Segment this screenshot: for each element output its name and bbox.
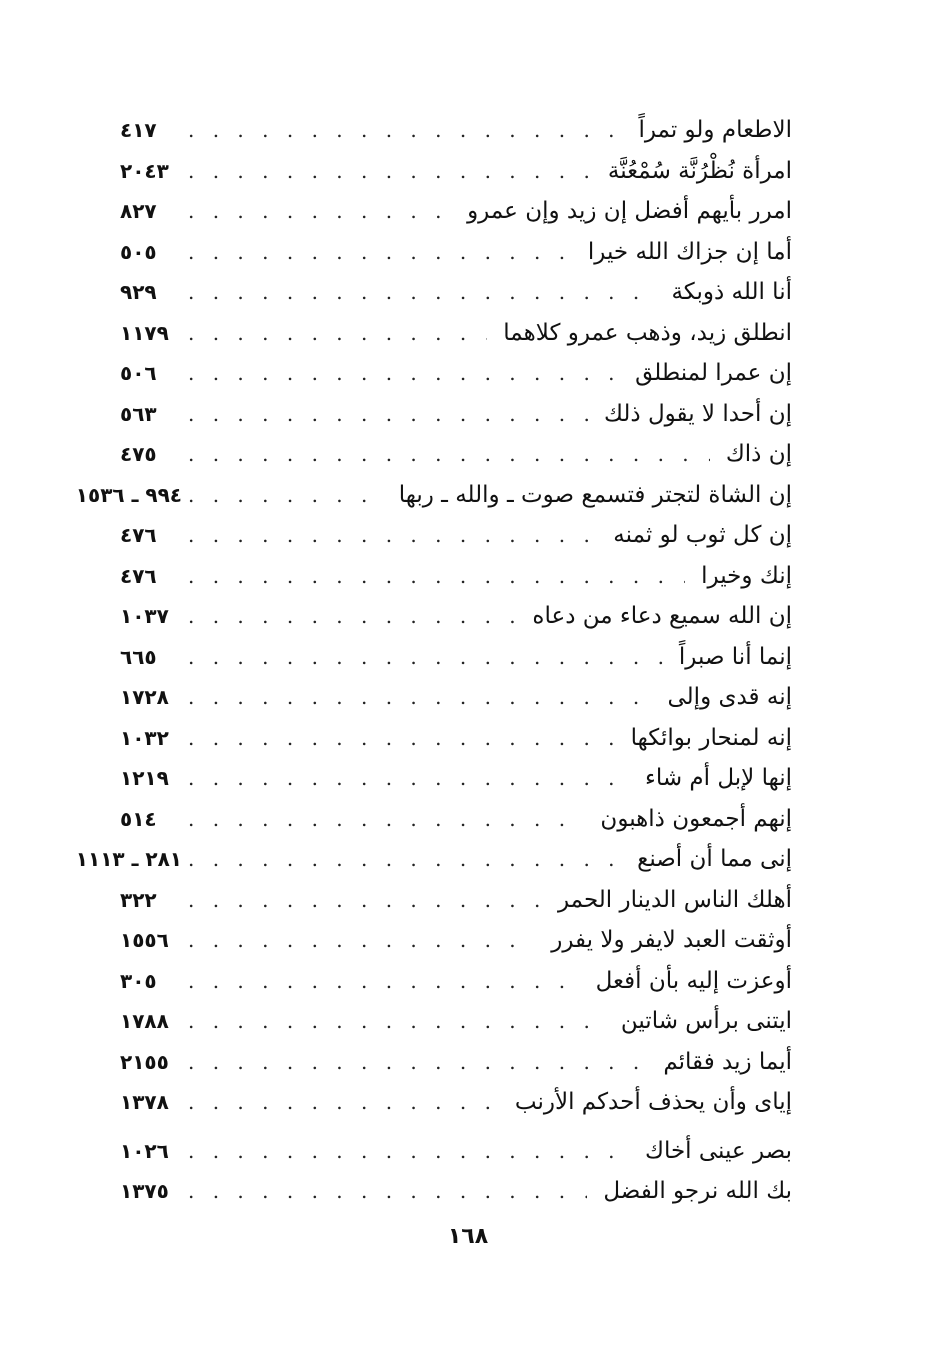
dot-leader [188,604,516,628]
entry-pages: ٢٨١ ـ ١١١٣ [75,847,182,872]
dot-leader [188,645,663,669]
index-entry [120,313,792,354]
index-entry [120,151,792,192]
index-entry [120,596,792,637]
entry-pages: ٦٦٥ [120,644,157,669]
entry-phrase: إنما أنا صبراً [678,643,792,670]
dot-leader [188,1179,587,1203]
entry-pages: ١٧٨٨ [120,1009,169,1034]
entry-phrase: إن الشاة لتجتر فتسمع صوت ـ والله ـ ربها [398,481,792,508]
entry-phrase: إن ذاك [725,441,792,468]
entry-pages: ١٠٢٦ [120,1138,169,1163]
entry-pages: ٩٩٤ ـ ١٥٣٦ [75,482,182,507]
entry-phrase: إنها لإبل أم شاء [645,765,792,792]
entry-phrase: إنهم أجمعون ذاهبون [600,805,792,832]
index-entry [120,961,792,1002]
dot-leader [188,726,615,750]
entry-pages: ٥١٤ [120,806,157,831]
dot-leader [188,159,592,183]
index-entry [75,839,792,880]
dot-leader [188,1139,629,1163]
index-list [75,110,792,1212]
entry-pages: ١٧٢٨ [120,685,169,710]
entry-pages: ٨٢٧ [120,199,157,224]
entry-phrase: امرر بأيهم أفضل إن زيد وإن عمرو [467,198,792,225]
dot-leader [188,807,584,831]
entry-phrase: أيما زيد فقائم [663,1048,792,1075]
entry-pages: ١٢١٩ [120,766,169,791]
index-entry [120,1042,792,1083]
dot-leader [188,240,572,264]
dot-leader [188,321,487,345]
dot-leader [188,564,685,588]
page-number: ١٦٨ [447,1224,489,1249]
entry-pages: ١١٧٩ [120,320,169,345]
entry-pages: ٥٦٣ [120,401,157,426]
dot-leader [188,685,652,709]
entry-pages: ٥٠٥ [120,239,157,264]
entry-phrase: أنا الله ذوبكة [671,279,792,306]
entry-phrase: إن كل ثوب لو ثمنه [613,522,792,549]
dot-leader [188,523,597,547]
entry-pages: ١٠٣٢ [120,725,169,750]
dot-leader [188,118,622,142]
entry-phrase: أوعزت إليه بأن أفعل [595,967,792,994]
entry-phrase: الاطعام ولو تمراً [638,117,792,144]
dot-leader [188,280,655,304]
dot-leader [188,1009,605,1033]
entry-phrase: ايتنى برأس شاتين [620,1008,792,1035]
index-entry [120,110,792,151]
index-entry [120,758,792,799]
index-entry [120,677,792,718]
entry-phrase: أما إن جزاك الله خيرا [587,238,792,265]
index-entry [120,556,792,597]
index-entry [120,1001,792,1042]
dot-leader [188,928,535,952]
entry-phrase: امرأة نُظْرُنَّة سُمْعُنَّة [607,157,792,184]
entry-pages: ٣٠٥ [120,968,157,993]
entry-pages: ١٣٧٨ [120,1090,169,1115]
entry-phrase: بصر عينى أخاك [644,1137,792,1164]
entry-phrase: إياى وأن يحذف أحدكم الأرنب [514,1089,792,1116]
dot-leader [188,888,542,912]
entry-phrase: إنك وخيرا [701,562,792,589]
entry-phrase: انطلق زيد، وذهب عمرو كلاهما [503,319,792,346]
entry-phrase: بك الله نرجو الفضل [603,1178,792,1205]
entry-phrase: إن أحدا لا يقول ذلك [604,400,792,427]
entry-pages: ٤٧٦ [120,523,157,548]
index-entry [120,272,792,313]
index-entry [120,799,792,840]
entry-pages: ١٠٣٧ [120,604,169,629]
entry-pages: ٤١٧ [120,118,157,143]
dot-leader [188,483,383,507]
dot-leader [188,442,710,466]
dot-leader [188,199,451,223]
entry-pages: ٩٢٩ [120,280,157,305]
dot-leader [188,847,621,871]
dot-leader [188,969,580,993]
index-entry [120,718,792,759]
index-entry [120,920,792,961]
index-entry [120,232,792,273]
entry-phrase: إن عمرا لمنطلق [635,360,792,387]
entry-pages: ٢٠٤٣ [120,158,169,183]
entry-phrase: أهلك الناس الدينار الحمر [557,886,792,913]
index-entry [120,1171,792,1212]
index-entry [120,1082,792,1123]
index-entry [120,880,792,921]
entry-phrase: إن الله سميع دعاء من دعاه [532,603,792,630]
entry-phrase: إنى مما أن أصنع [637,846,792,873]
index-entry [120,515,792,556]
entry-pages: ٥٠٦ [120,361,157,386]
entry-phrase: أوثقت العبد لايفر ولا يفرر [551,927,792,954]
index-entry [120,191,792,232]
entry-pages: ١٥٥٦ [120,928,169,953]
entry-pages: ١٣٧٥ [120,1179,169,1204]
entry-pages: ٢١٥٥ [120,1049,169,1074]
entry-pages: ٤٧٥ [120,442,157,467]
index-entry [120,394,792,435]
entry-phrase: إنه لمنحار بوائكها [630,724,792,751]
dot-leader [188,1090,499,1114]
entry-phrase: إنه قدى وإلى [667,684,792,711]
entry-pages: ٤٧٦ [120,563,157,588]
dot-leader [188,766,629,790]
dot-leader [188,361,619,385]
index-entry [120,353,792,394]
index-entry [120,637,792,678]
index-entry [75,475,792,516]
dot-leader [188,402,588,426]
index-entry [120,434,792,475]
dot-leader [188,1050,647,1074]
index-entry [120,1131,792,1172]
entry-pages: ٣٢٢ [120,887,157,912]
